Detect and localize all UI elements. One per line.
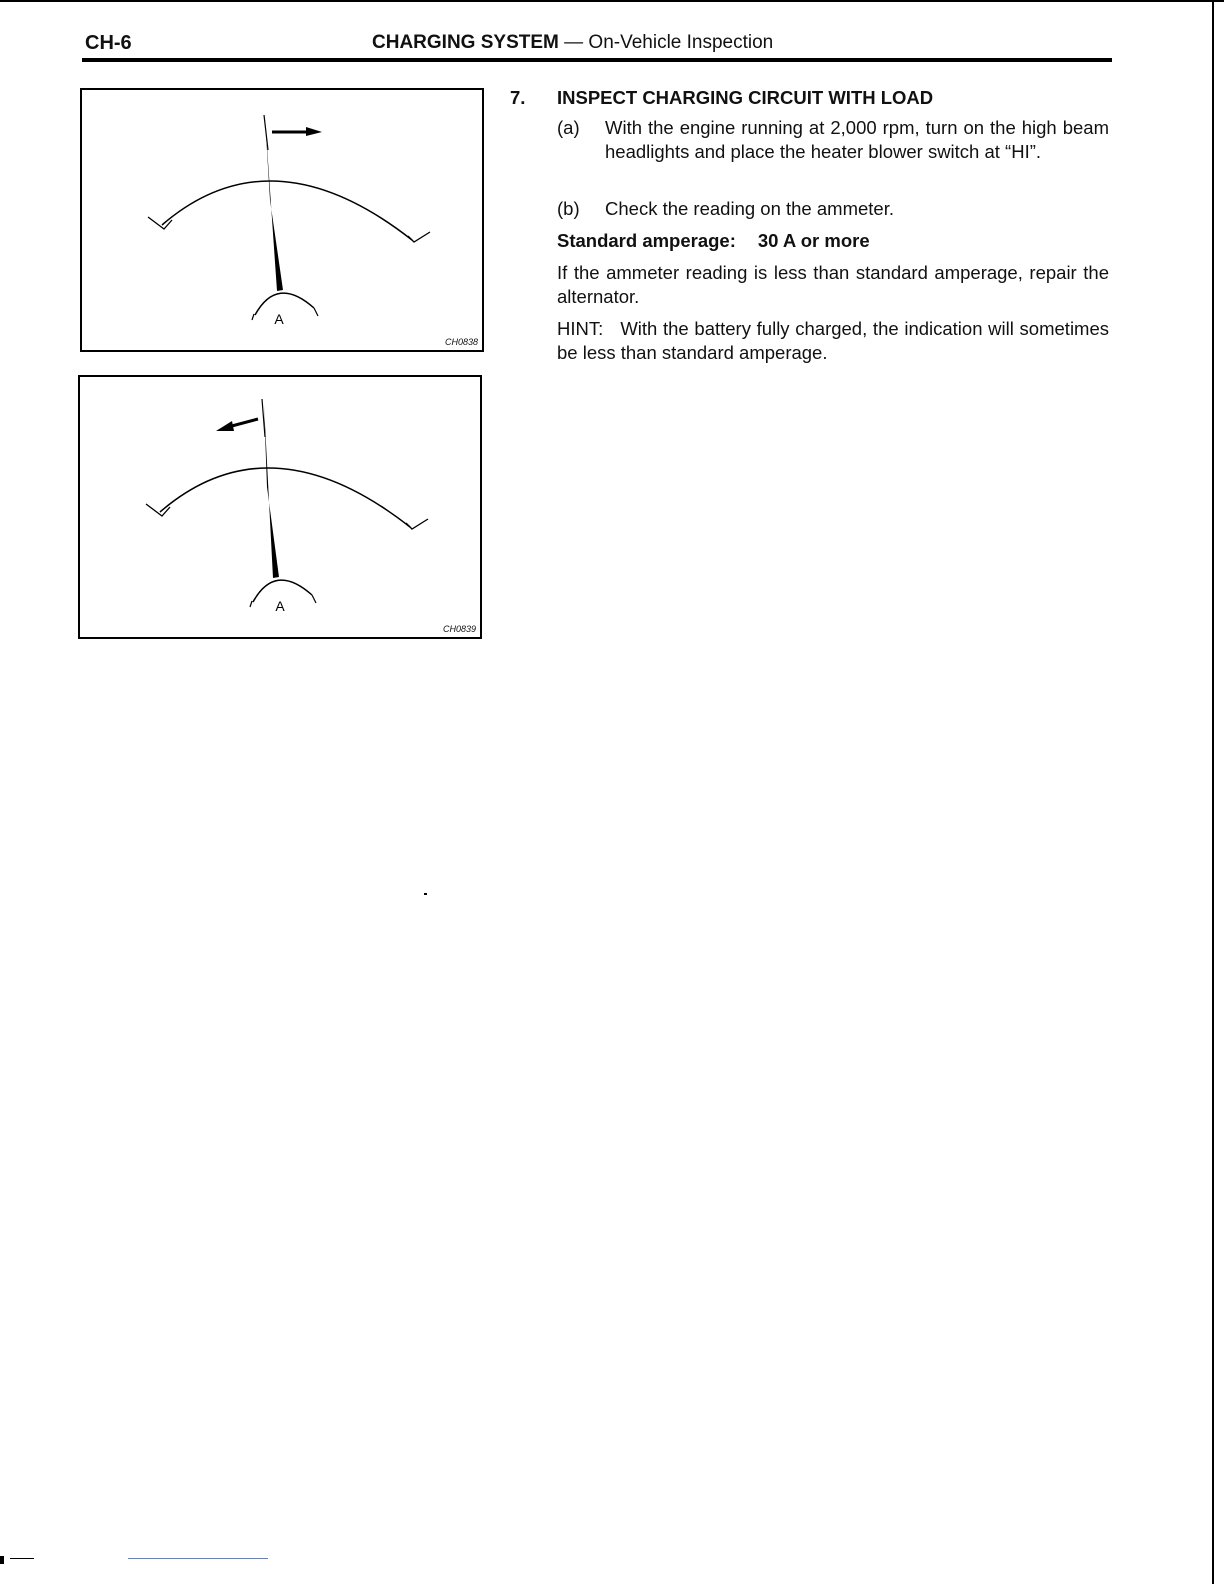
figure-code: CH0839: [442, 624, 476, 634]
standard-amperage: [557, 229, 870, 253]
header-rule: [82, 58, 1112, 62]
ammeter-gauge-1: [82, 90, 482, 350]
sub-item-text: With the engine running at 2,000 rpm, turn on the high beam headlights and place the heater blower switch at “HI”.: [605, 117, 1109, 162]
sub-item-label: (a): [557, 117, 580, 138]
gauge-needle-tail: [264, 115, 268, 150]
gauge-label: A: [275, 598, 285, 614]
page-top-border: [0, 0, 1224, 2]
standard-label: Standard amperage:: [557, 230, 736, 251]
ammeter-figure-2: [78, 375, 482, 639]
gauge-label: A: [274, 311, 284, 327]
page-title: [372, 32, 773, 54]
page-number: CH-6: [85, 32, 132, 54]
page-right-border: [1212, 0, 1214, 1584]
gauge-needle: [264, 405, 279, 578]
scan-mark: [424, 893, 427, 895]
step-title: INSPECT CHARGING CIRCUIT WITH LOAD: [557, 87, 934, 108]
ammeter-figure-1: [80, 88, 484, 352]
gauge-scale-right-tick: [408, 232, 430, 242]
step-number: 7.: [510, 87, 526, 108]
gauge-scale-right-tick: [406, 519, 428, 529]
scan-mark: [0, 1556, 4, 1564]
page-header: [85, 30, 1111, 60]
note-text: If the ammeter reading is less than standard amperage, repair the alternator.: [557, 262, 1109, 307]
section-title: CHARGING SYSTEM: [372, 32, 559, 53]
scan-mark: [10, 1558, 34, 1559]
sub-item-a: [557, 116, 1109, 188]
sub-item-label: (b): [557, 198, 580, 219]
gauge-scale-arc: [162, 181, 412, 240]
gauge-pivot-arc: [255, 293, 314, 315]
figure-code: CH0838: [444, 337, 478, 347]
sub-item-text: Check the reading on the ammeter.: [605, 198, 894, 219]
ammeter-gauge-2: [80, 377, 480, 637]
sub-item-b: [557, 197, 1109, 221]
gauge-scale-arc: [160, 468, 410, 527]
standard-value: 30 A or more: [757, 230, 870, 251]
hint-text: HINT: With the battery fully charged, the indication will sometimes be less than standard amperage.: [557, 318, 1115, 363]
subsection-title: — On-Vehicle Inspection: [558, 32, 774, 53]
scan-mark: [128, 1558, 268, 1559]
